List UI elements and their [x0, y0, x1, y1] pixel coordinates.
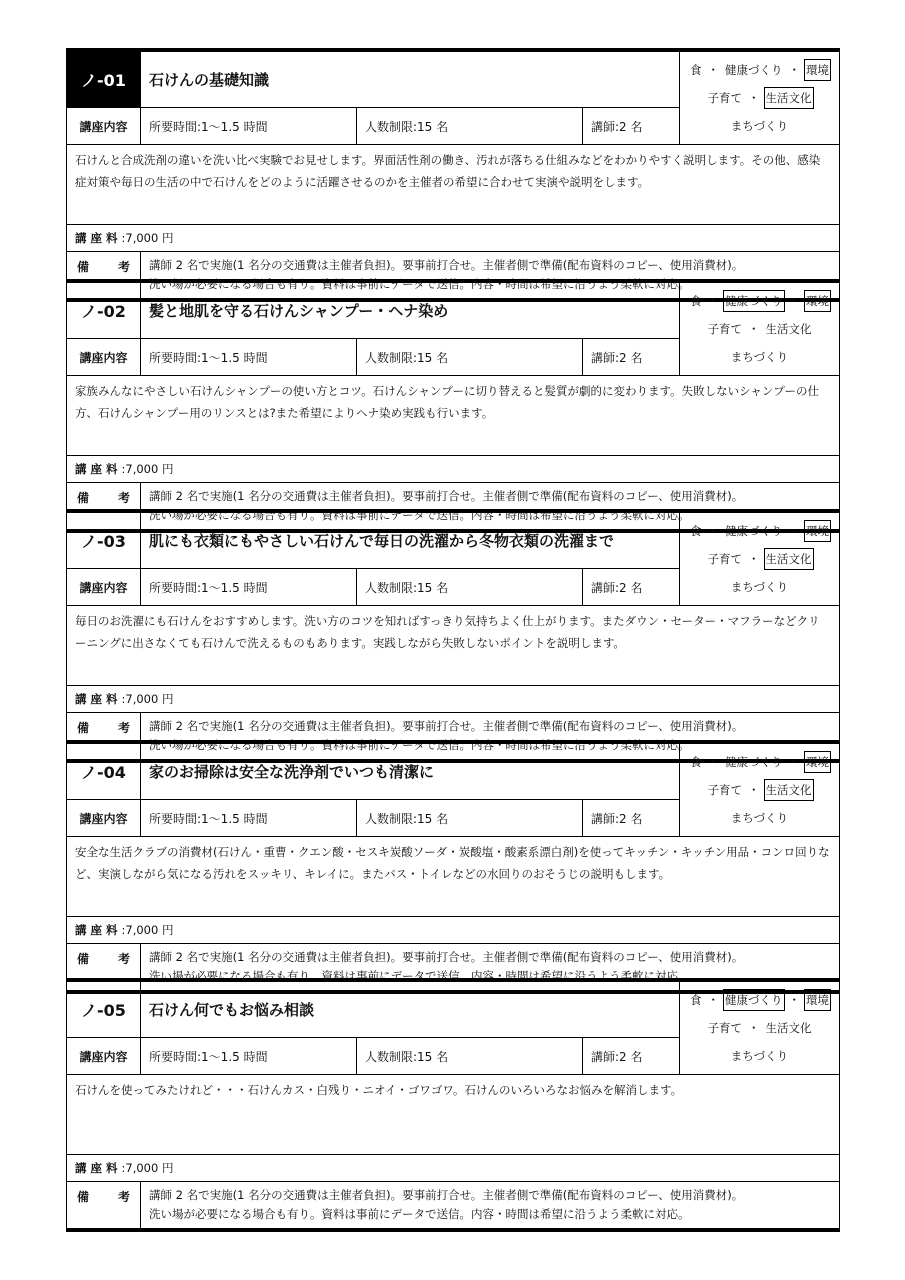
duration: 所要時間:1〜1.5 時間 [141, 1038, 357, 1074]
fee-row [67, 1154, 839, 1181]
tag-life: 生活文化 [765, 322, 812, 336]
fee-label: 講 座 料 [75, 231, 118, 245]
fee-row [67, 685, 839, 712]
tag-health: 健康づくり [725, 63, 783, 77]
tag-life: 生活文化 [764, 779, 814, 801]
tag-env: 環境 [804, 59, 831, 81]
note-label: 備 考 [67, 483, 141, 529]
fee-row [67, 455, 839, 482]
course-title: 石けん何でもお悩み相談 [149, 1001, 315, 1019]
course-code: ノ-03 [67, 513, 141, 568]
tag-town: まちづくり [730, 1049, 789, 1063]
fee-value: :7,000 円 [121, 1161, 174, 1175]
course-card [66, 48, 840, 302]
course-card [66, 279, 840, 533]
note-label: 備 考 [67, 944, 141, 990]
category-tags: 食 ・ 健康づくり ・ 環境 子育て ・ 生活文化 まちづくり [680, 513, 839, 605]
tag-food: 食 [690, 993, 702, 1007]
fee-value: :7,000 円 [121, 462, 174, 476]
duration: 所要時間:1〜1.5 時間 [141, 569, 357, 605]
tag-health: 健康づくり [725, 524, 783, 538]
lecturer-count: 講師:2 名 [591, 350, 643, 365]
category-tags: 食 ・ 健康づくり ・ 環境 子育て ・ 生活文化 まちづくり [680, 744, 839, 836]
tag-health: 健康づくり [723, 989, 785, 1011]
content-label: 講座内容 [67, 339, 141, 375]
note-label: 備 考 [67, 1182, 141, 1228]
capacity: 人数制限:15 名 [357, 569, 583, 605]
note-label: 備 考 [67, 713, 141, 759]
lecturer-count: 講師:2 名 [591, 119, 643, 134]
tag-env: 環境 [804, 751, 831, 773]
course-card [66, 509, 840, 763]
tag-env: 環境 [804, 989, 831, 1011]
tag-child: 子育て [707, 322, 742, 336]
course-title: 肌にも衣類にもやさしい石けんで毎日の洗濯から冬物衣類の洗濯まで [149, 532, 615, 550]
category-tags: 食 ・ 健康づくり ・ 環境 子育て ・ 生活文化 まちづくり [680, 982, 839, 1074]
course-code: ノ-04 [67, 744, 141, 799]
fee-value: :7,000 円 [121, 692, 174, 706]
tag-health: 健康づくり [723, 290, 785, 312]
content-label: 講座内容 [67, 1038, 141, 1074]
fee-value: :7,000 円 [121, 231, 174, 245]
capacity: 人数制限:15 名 [357, 800, 583, 836]
tag-food: 食 [690, 755, 702, 769]
content-label: 講座内容 [67, 108, 141, 144]
content-label: 講座内容 [67, 800, 141, 836]
course-title: 家のお掃除は安全な洗浄剤でいつも清潔に [149, 763, 435, 781]
duration: 所要時間:1〜1.5 時間 [141, 339, 357, 375]
fee-row [67, 224, 839, 251]
tag-food: 食 [690, 63, 702, 77]
course-card [66, 978, 840, 1232]
note-text: 講師 2 名で実施(1 名分の交通費は主催者負担)。要事前打合せ。主催者側で準備(配布資料のコピー、使用消費材)。 洗い場が必要になる場合も有り。資料は事前にデータで送信。内容・時間は希望に沿うよう柔軟に対応。 [149, 719, 744, 752]
note-text: 講師 2 名で実施(1 名分の交通費は主催者負担)。要事前打合せ。主催者側で準備(配布資料のコピー、使用消費材)。 洗い場が必要になる場合も有り。資料は事前にデータで送信。内容・時間は希望に沿うよう柔軟に対応。 [149, 489, 744, 522]
note-label: 備 考 [67, 252, 141, 298]
tag-child: 子育て [707, 783, 742, 797]
course-code: ノ-05 [67, 982, 141, 1037]
tag-town: まちづくり [730, 119, 789, 133]
fee-label: 講 座 料 [75, 923, 118, 937]
duration: 所要時間:1〜1.5 時間 [141, 108, 357, 144]
tag-town: まちづくり [730, 350, 789, 364]
lecturer-count: 講師:2 名 [591, 1049, 643, 1064]
tag-child: 子育て [707, 1021, 742, 1035]
tag-town: まちづくり [730, 580, 789, 594]
course-code: ノ-02 [67, 283, 141, 338]
note-text: 講師 2 名で実施(1 名分の交通費は主催者負担)。要事前打合せ。主催者側で準備(配布資料のコピー、使用消費材)。 洗い場が必要になる場合も有り。資料は事前にデータで送信。内容・時間は希望に沿うよう柔軟に対応。 [149, 1188, 744, 1221]
tag-life: 生活文化 [764, 548, 814, 570]
fee-row [67, 916, 839, 943]
note-text: 講師 2 名で実施(1 名分の交通費は主催者負担)。要事前打合せ。主催者側で準備(配布資料のコピー、使用消費材)。 洗い場が必要になる場合も有り。資料は事前にデータで送信。内容・時間は希望に沿うよう柔軟に対応。 [149, 258, 744, 291]
category-tags: 食 ・ 健康づくり ・ 環境 子育て ・ 生活文化 まちづくり [680, 52, 839, 144]
tag-env: 環境 [804, 520, 831, 542]
fee-label: 講 座 料 [75, 1161, 118, 1175]
capacity: 人数制限:15 名 [357, 1038, 583, 1074]
fee-value: :7,000 円 [121, 923, 174, 937]
tag-town: まちづくり [730, 811, 789, 825]
duration: 所要時間:1〜1.5 時間 [141, 800, 357, 836]
course-description: 安全な生活クラブの消費材(石けん・重曹・クエン酸・セスキ炭酸ソーダ・炭酸塩・酸素系漂白剤)を使ってキッチン・キッチン用品・コンロ回りなど、実演しながら気になる汚れをスッキリ、キレイに。またバス・トイレなどの水回りのおそうじの説明もします。 [67, 836, 839, 916]
course-description: 家族みんなにやさしい石けんシャンプーの使い方とコツ。石けんシャンプーに切り替えると髪質が劇的に変わります。失敗しないシャンプーの仕方、石けんシャンプー用のリンスとは?また希望によりヘナ染め実践も行います。 [67, 375, 839, 455]
course-description: 石けんを使ってみたけれど・・・石けんカス・白残り・ニオイ・ゴワゴワ。石けんのいろいろなお悩みを解消します。 [67, 1074, 839, 1154]
note-row [67, 1181, 839, 1228]
tag-life: 生活文化 [764, 87, 814, 109]
tag-food: 食 [690, 524, 702, 538]
tag-env: 環境 [804, 290, 831, 312]
lecturer-count: 講師:2 名 [591, 580, 643, 595]
course-description: 石けんと合成洗剤の違いを洗い比べ実験でお見せします。界面活性剤の働き、汚れが落ちる仕組みなどをわかりやすく説明します。その他、感染症対策や毎日の生活の中で石けんをどのように活躍させるのかを主催者の希望に合わせて実演や説明をします。 [67, 144, 839, 224]
category-tags: 食 ・ 健康づくり ・ 環境 子育て ・ 生活文化 まちづくり [680, 283, 839, 375]
course-title: 石けんの基礎知識 [149, 71, 270, 89]
course-title: 髪と地肌を守る石けんシャンプー・ヘナ染め [149, 302, 449, 320]
course-card [66, 740, 840, 994]
tag-child: 子育て [707, 91, 742, 105]
tag-health: 健康づくり [725, 755, 783, 769]
lecturer-count: 講師:2 名 [591, 811, 643, 826]
course-description: 毎日のお洗濯にも石けんをおすすめします。洗い方のコツを知ればすっきり気持ちよく仕上がります。またダウン・セーター・マフラーなどクリーニングに出さなくても石けんで洗えるものもあります。実践しながら失敗しないポイントを説明します。 [67, 605, 839, 685]
tag-food: 食 [690, 294, 702, 308]
tag-child: 子育て [707, 552, 742, 566]
tag-life: 生活文化 [765, 1021, 812, 1035]
course-code: ノ-01 [67, 52, 141, 107]
fee-label: 講 座 料 [75, 692, 118, 706]
capacity: 人数制限:15 名 [357, 108, 583, 144]
content-label: 講座内容 [67, 569, 141, 605]
capacity: 人数制限:15 名 [357, 339, 583, 375]
fee-label: 講 座 料 [75, 462, 118, 476]
note-text: 講師 2 名で実施(1 名分の交通費は主催者負担)。要事前打合せ。主催者側で準備(配布資料のコピー、使用消費材)。 洗い場が必要になる場合も有り。資料は事前にデータで送信。内容・時間は希望に沿うよう柔軟に対応。 [149, 950, 744, 983]
